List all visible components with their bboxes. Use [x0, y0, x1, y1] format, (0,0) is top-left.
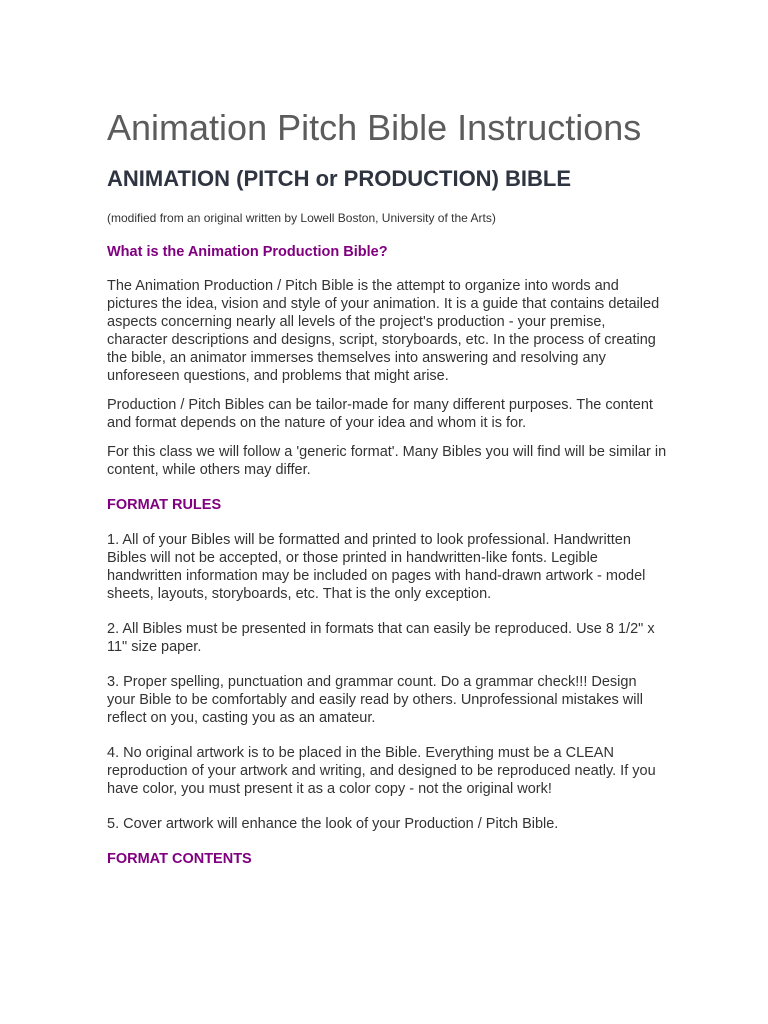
- section-heading-what-is-bible: What is the Animation Production Bible?: [107, 244, 388, 260]
- section-heading-format-rules: FORMAT RULES: [107, 497, 222, 513]
- document-page: [107, 106, 667, 868]
- rule-item: 4. No original artwork is to be placed in the Bible. Everything must be a CLEAN reproduction of your artwork and writing, and designed to be reproduced neatly. If you have color, you must present it as a color copy - not the original work!: [107, 745, 656, 797]
- rule-item: 1. All of your Bibles will be formatted and printed to look professional. Handwritten Bibles will not be accepted, or those printed in handwritten-like fonts. Legible handwritten information may be included on pages with hand-drawn artwork - model sheets, layouts, storyboards, etc. That is the only exception.: [107, 532, 646, 602]
- rule-item: 2. All Bibles must be presented in formats that can easily be reproduced. Use 8 1/2" x 11" size paper.: [107, 621, 655, 655]
- document-credit: (modified from an original written by Lowell Boston, University of the Arts): [107, 211, 496, 225]
- rule-item: 3. Proper spelling, punctuation and grammar count. Do a grammar check!!! Design your Bible to be comfortably and easily read by others. Unprofessional mistakes will reflect on you, casting you as an amateur.: [107, 674, 643, 726]
- intro-paragraph: The Animation Production / Pitch Bible is the attempt to organize into words and pictures the idea, vision and style of your animation. It is a guide that contains detailed aspects concerning nearly all levels of the project's production - your premise, character descriptions and designs, script, storyboards, etc. In the process of creating the bible, an animator immerses themselves into answering and resolving any unforeseen questions, and problems that might arise.: [107, 278, 660, 384]
- document-heading: ANIMATION (PITCH or PRODUCTION) BIBLE: [107, 166, 572, 191]
- document-title: Animation Pitch Bible Instructions: [107, 107, 642, 148]
- intro-paragraph: Production / Pitch Bibles can be tailor-made for many different purposes. The content and format depends on the nature of your idea and whom it is for.: [107, 397, 653, 431]
- rule-item: 5. Cover artwork will enhance the look of your Production / Pitch Bible.: [107, 816, 559, 832]
- intro-paragraph: For this class we will follow a 'generic format'. Many Bibles you will find will be similar in content, while others may differ.: [107, 444, 667, 478]
- section-heading-format-contents: FORMAT CONTENTS: [107, 851, 252, 867]
